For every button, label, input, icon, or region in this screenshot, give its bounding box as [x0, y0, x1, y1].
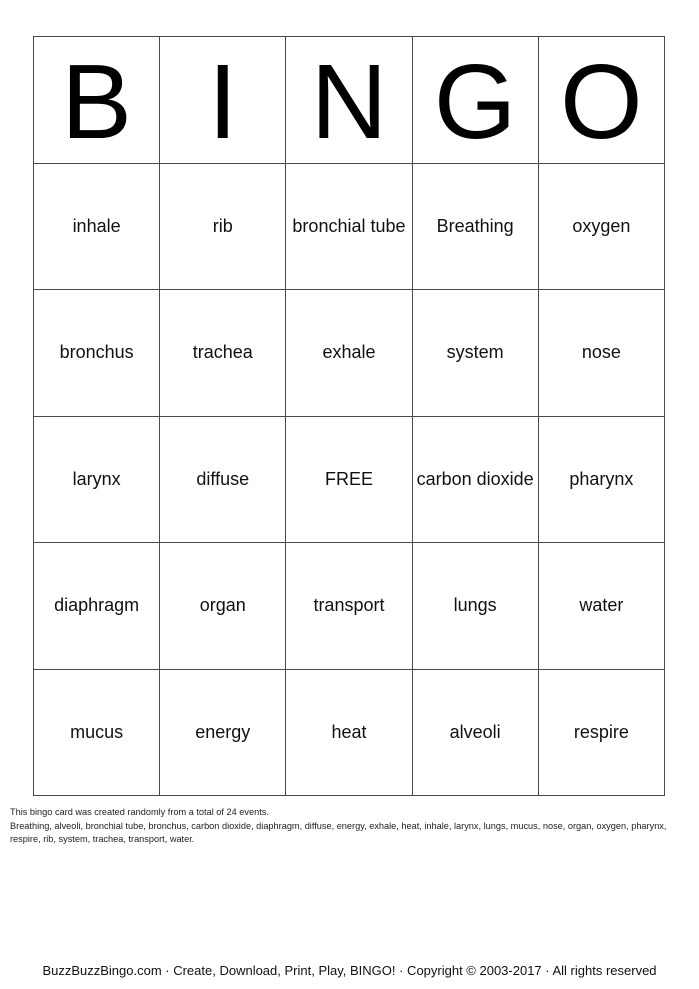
bingo-header-row [34, 37, 665, 164]
bingo-cell: Breathing [412, 163, 538, 290]
bingo-card [33, 36, 665, 796]
header-letter-i: I [160, 37, 286, 164]
bingo-cell: mucus [34, 669, 160, 796]
bingo-cell: trachea [160, 290, 286, 417]
bingo-cell: bronchus [34, 290, 160, 417]
card-note-summary: This bingo card was created randomly from a total of 24 events. [10, 807, 269, 817]
bingo-cell: oxygen [538, 163, 664, 290]
bingo-cell: rib [160, 163, 286, 290]
bingo-cell: diffuse [160, 416, 286, 543]
page-footer: BuzzBuzzBingo.com · Create, Download, Print, Play, BINGO! · Copyright © 2003-2017 · All rights reserved [42, 963, 657, 978]
bingo-cell: energy [160, 669, 286, 796]
bingo-cell: respire [538, 669, 664, 796]
bingo-row-5 [34, 669, 665, 796]
header-letter-g: G [412, 37, 538, 164]
bingo-cell: system [412, 290, 538, 417]
bingo-cell: inhale [34, 163, 160, 290]
bingo-row-3 [34, 416, 665, 543]
bingo-cell: bronchial tube [286, 163, 412, 290]
bingo-cell: alveoli [412, 669, 538, 796]
header-letter-b: B [34, 37, 160, 164]
bingo-cell: organ [160, 543, 286, 670]
header-letter-o: O [538, 37, 664, 164]
bingo-cell: larynx [34, 416, 160, 543]
bingo-cell: carbon dioxide [412, 416, 538, 543]
bingo-cell: transport [286, 543, 412, 670]
bingo-cell: lungs [412, 543, 538, 670]
bingo-cell: water [538, 543, 664, 670]
bingo-cell: pharynx [538, 416, 664, 543]
bingo-cell: exhale [286, 290, 412, 417]
bingo-cell: heat [286, 669, 412, 796]
bingo-cell: diaphragm [34, 543, 160, 670]
card-note [10, 806, 695, 847]
bingo-cell: nose [538, 290, 664, 417]
bingo-row-2 [34, 290, 665, 417]
bingo-row-1 [34, 163, 665, 290]
card-note-word-list: Breathing, alveoli, bronchial tube, bronchus, carbon dioxide, diaphragm, diffuse, energy, exhale, heat, inhale, larynx, lungs, mucus, nose, organ, oxygen, pharynx, respire, rib, system, trachea, transport, water. [10, 820, 667, 844]
bingo-free-cell: FREE [286, 416, 412, 543]
bingo-row-4 [34, 543, 665, 670]
header-letter-n: N [286, 37, 412, 164]
